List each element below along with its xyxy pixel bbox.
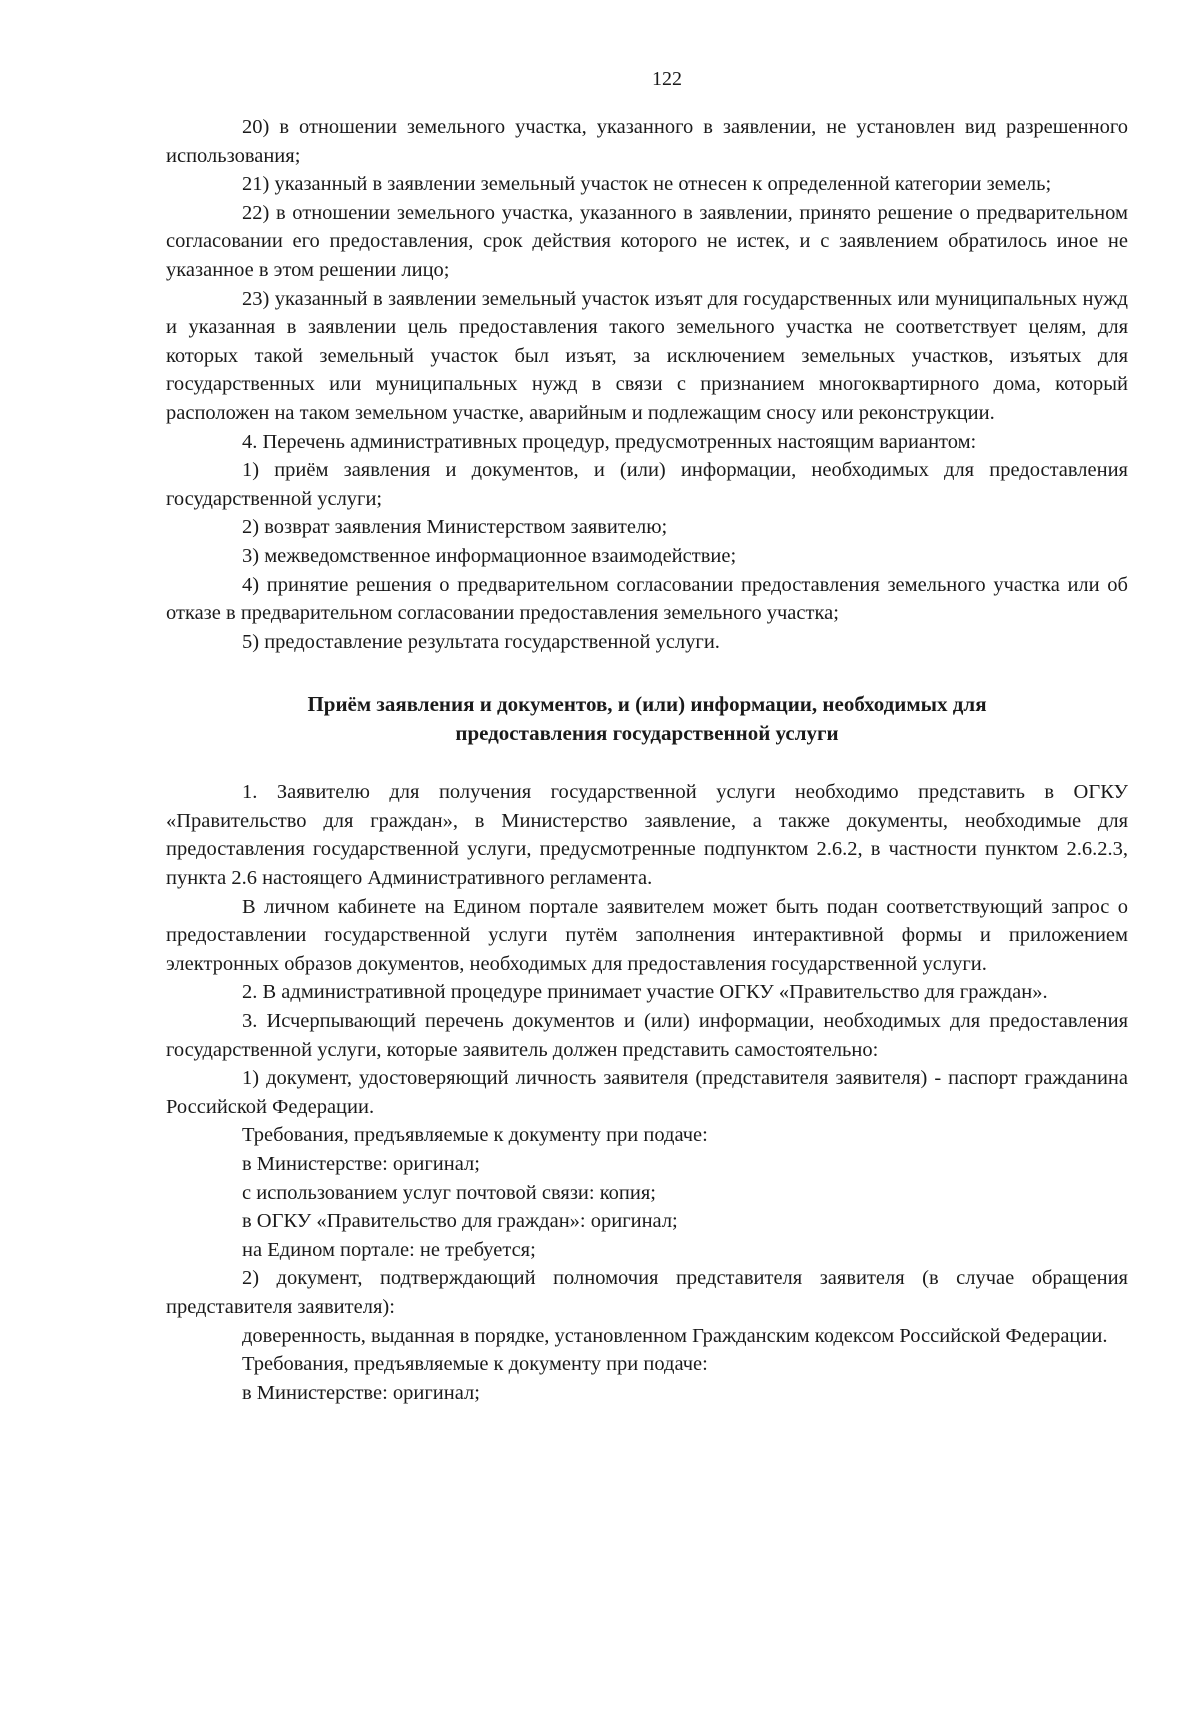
paragraph: 3) межведомственное информационное взаимодействие; [242,544,737,567]
paragraph: 23) указанный в заявлении земельный участок изъят для государственных или муниципальных нужд и указанная в заявлении цель предоставления такого земельного участка не соответствует целям, для которых такой земельный участок был изъят, за исключением земельных участков, изъятых для государственных или муниципальных нужд в связи с признанием многоквартирного дома, который расположен на таком земельном участке, аварийным и подлежащим сносу или реконструкции. [166,287,1128,424]
paragraph: 21) указанный в заявлении земельный участок не отнесен к определенной категории земель; [242,173,1052,196]
paragraph: Требования, предъявляемые к документу при подаче: [242,1124,708,1147]
section-heading [166,690,1128,748]
paragraph: 22) в отношении земельного участка, указанного в заявлении, принято решение о предварительном согласовании его предоставления, срок действия которого не истек, и с заявлением обратилось иное не указанное в этом решении лицо; [166,201,1128,281]
paragraph: 1. Заявителю для получения государственной услуги необходимо представить в ОГКУ «Правительство для граждан», в Министерство заявление, а также документы, необходимые для предоставления государственной услуги, предусмотренные подпунктом 2.6.2, в частности пунктом 2.6.2.3, пункта 2.6 настоящего Административного регламента. [166,781,1128,890]
paragraph: 5) предоставление результата государственной услуги. [242,630,720,653]
section-top [166,113,1128,656]
paragraph: 2. В административной процедуре принимает участие ОГКУ «Правительство для граждан». [242,981,1048,1004]
page-number: 122 [652,68,682,90]
paragraph: в Министерстве: оригинал; [242,1381,480,1404]
paragraph: 3. Исчерпывающий перечень документов и (или) информации, необходимых для предоставления государственной услуги, которые заявитель должен представить самостоятельно: [166,1010,1128,1061]
paragraph: с использованием услуг почтовой связи: копия; [242,1181,656,1204]
section-heading-line: предоставления государственной услуги [455,721,839,746]
paragraph: 2) документ, подтверждающий полномочия представителя заявителя (в случае обращения представителя заявителя): [166,1267,1128,1318]
paragraph: 4. Перечень административных процедур, предусмотренных настоящим вариантом: [242,430,977,453]
paragraph: 20) в отношении земельного участка, указанного в заявлении, не установлен вид разрешенного использования; [166,116,1128,167]
paragraph: доверенность, выданная в порядке, установленном Гражданским кодексом Российской Федерации. [242,1324,1108,1347]
paragraph: В личном кабинете на Едином портале заявителем может быть подан соответствующий запрос о предоставлении государственной услуги путём заполнения интерактивной формы и приложением электронных образов документов, необходимых для предоставления государственной услуги. [166,895,1128,975]
paragraph: 2) возврат заявления Министерством заявителю; [242,516,668,539]
paragraph: на Едином портале: не требуется; [242,1238,536,1261]
paragraph: 4) принятие решения о предварительном согласовании предоставления земельного участка или об отказе в предварительном согласовании предоставления земельного участка; [166,573,1128,625]
paragraph: в ОГКУ «Правительство для граждан»: оригинал; [242,1210,678,1233]
paragraph: 1) документ, удостоверяющий личность заявителя (представителя заявителя) - паспорт гражданина Российской Федерации. [166,1067,1128,1118]
paragraph: 1) приём заявления и документов, и (или) информации, необходимых для предоставления государственной услуги; [166,459,1128,510]
section-bottom [166,778,1128,1407]
paragraph: Требования, предъявляемые к документу при подаче: [242,1353,708,1376]
paragraph: в Министерстве: оригинал; [242,1153,480,1175]
section-heading-line: Приём заявления и документов, и (или) информации, необходимых для [307,692,987,717]
